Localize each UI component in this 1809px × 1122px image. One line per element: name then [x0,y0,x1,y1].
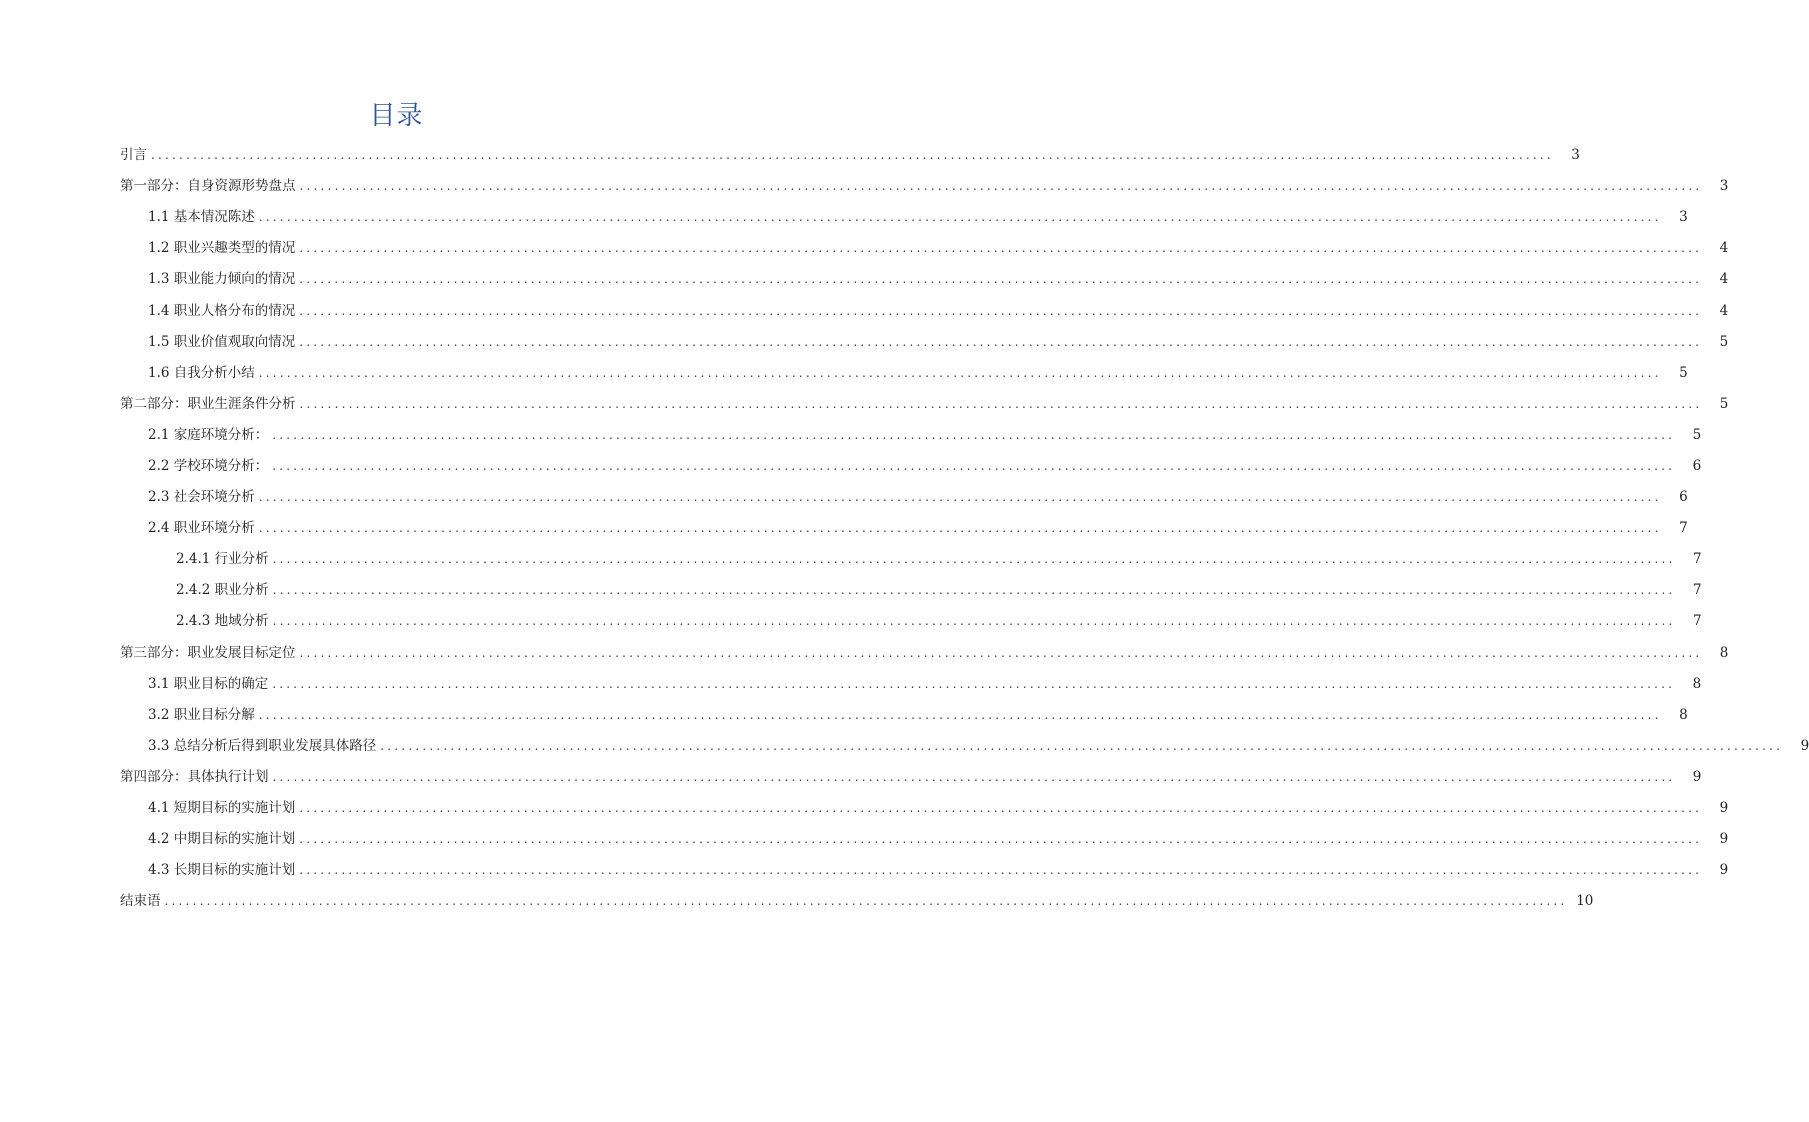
toc-entry-label: 1.5 职业价值观取向情况 [148,327,299,358]
toc-entry[interactable] [0,171,1729,202]
toc-dot-leader: ........................................................................................................................................................................................................ [272,614,1676,629]
toc-entry-label: 1.6 自我分析小结 [148,358,259,389]
toc-entry[interactable] [0,358,1688,389]
toc-entry[interactable] [0,327,1729,358]
toc-dot-leader: ........................................................................................................................................................................................................ [272,427,1676,442]
toc-dot-leader: ........................................................................................................................................................................................................ [272,552,1676,567]
toc-entry[interactable] [0,855,1729,886]
table-of-contents [0,140,1809,917]
toc-page-number: 9 [1800,737,1809,754]
toc-page-number: 3 [1719,178,1729,195]
toc-page-number: 5 [1692,426,1702,443]
toc-entry[interactable] [0,295,1729,326]
toc-page-number: 9 [1719,862,1729,879]
toc-dot-leader: ........................................................................................................................................................................................................ [258,521,1662,536]
toc-dot-leader: ........................................................................................................................................................................................................ [272,769,1676,784]
toc-entry-label: 3.1 职业目标的确定 [148,669,272,700]
toc-dot-leader: ........................................................................................................................................................................................................ [299,832,1703,847]
toc-page-number: 4 [1719,271,1729,288]
page-title: 目录 [369,101,424,131]
toc-entry-label: 结束语 [120,886,165,917]
toc-entry-label: 2.3 社会环境分析 [148,482,259,513]
toc-entry-label: 第二部分：职业生涯条件分析 [120,389,300,420]
toc-page-number: 7 [1692,582,1702,599]
toc-entry-label: 第三部分：职业发展目标定位 [120,638,300,669]
toc-entry[interactable] [0,451,1702,482]
toc-dot-leader: ........................................................................................................................................................................................................ [272,676,1676,691]
toc-entry-label: 3.2 职业目标分解 [148,700,259,731]
toc-page-number: 10 [1576,893,1594,910]
toc-page-number: 5 [1719,333,1729,350]
toc-dot-leader: ........................................................................................................................................................................................................ [299,863,1703,878]
toc-entry-label: 第四部分：具体执行计划 [120,762,273,793]
toc-entry[interactable] [0,420,1702,451]
toc-entry-label: 1.2 职业兴趣类型的情况 [148,233,299,264]
toc-entry[interactable] [0,544,1702,575]
toc-dot-leader: ........................................................................................................................................................................................................ [258,707,1662,722]
toc-entry-label: 4.3 长期目标的实施计划 [148,855,299,886]
toc-dot-leader: ........................................................................................................................................................................................................ [299,396,1703,411]
toc-entry-label: 3.3 总结分析后得到职业发展具体路径 [148,731,380,762]
toc-entry[interactable] [0,793,1729,824]
toc-dot-leader: ........................................................................................................................................................................................................ [299,179,1703,194]
toc-page-number: 5 [1679,364,1688,381]
toc-entry-label: 1.3 职业能力倾向的情况 [148,264,299,295]
toc-entry[interactable] [0,731,1809,762]
toc-page-number: 8 [1679,706,1688,723]
toc-page-number: 9 [1692,768,1702,785]
toc-dot-leader: ........................................................................................................................................................................................................ [272,583,1676,598]
toc-entry-label: 2.4.2 职业分析 [176,575,273,606]
toc-entry[interactable] [0,482,1688,513]
toc-entry-label: 1.4 职业人格分布的情况 [148,296,299,327]
toc-entry[interactable] [0,233,1729,264]
toc-entry[interactable] [0,606,1702,637]
toc-page-number: 3 [1679,209,1688,226]
toc-entry-label: 4.2 中期目标的实施计划 [148,824,299,855]
toc-page-number: 5 [1719,395,1729,412]
toc-dot-leader: ........................................................................................................................................................................................................ [299,272,1703,287]
toc-entry-label: 2.4 职业环境分析 [148,513,259,544]
toc-dot-leader: ........................................................................................................................................................................................................ [258,365,1662,380]
toc-entry[interactable] [0,762,1702,793]
toc-page-number: 7 [1692,551,1702,568]
toc-page-number: 6 [1692,457,1702,474]
toc-page-number: 4 [1719,240,1729,257]
toc-entry[interactable] [0,638,1729,669]
toc-entry[interactable] [0,264,1729,295]
toc-dot-leader: ........................................................................................................................................................................................................ [299,241,1703,256]
toc-entry[interactable] [0,824,1729,855]
toc-dot-leader: ........................................................................................................................................................................................................ [164,894,1568,909]
toc-entry-label: 2.4.3 地域分析 [176,606,273,637]
toc-dot-leader: ........................................................................................................................................................................................................ [299,645,1703,660]
toc-dot-leader: ........................................................................................................................................................................................................ [299,334,1703,349]
toc-entry-label: 2.4.1 行业分析 [176,544,273,575]
toc-entry[interactable] [0,389,1729,420]
toc-page-number: 9 [1719,831,1729,848]
toc-dot-leader: ........................................................................................................................................................................................................ [299,303,1703,318]
toc-entry[interactable] [0,513,1688,544]
toc-entry-label: 引言 [120,140,151,171]
toc-page-number: 7 [1679,520,1688,537]
toc-dot-leader: ........................................................................................................................................................................................................ [258,490,1662,505]
toc-entry-label: 2.1 家庭环境分析： [148,420,272,451]
toc-page-number: 6 [1679,489,1688,506]
toc-page-number: 8 [1692,675,1702,692]
toc-page-number: 3 [1571,147,1580,164]
toc-dot-leader: ........................................................................................................................................................................................................ [258,210,1662,225]
toc-page-number: 8 [1719,644,1729,661]
toc-entry-label: 1.1 基本情况陈述 [148,202,259,233]
toc-entry-label: 2.2 学校环境分析： [148,451,272,482]
toc-entry[interactable] [0,669,1702,700]
toc-entry[interactable] [0,575,1702,606]
toc-entry[interactable] [0,202,1688,233]
toc-dot-leader: ........................................................................................................................................................................................................ [272,458,1676,473]
toc-dot-leader: ........................................................................................................................................................................................................ [151,148,1554,163]
toc-entry-label: 4.1 短期目标的实施计划 [148,793,299,824]
toc-entry[interactable] [0,140,1580,171]
toc-page-number: 4 [1719,302,1729,319]
toc-entry-label: 第一部分：自身资源形势盘点 [120,171,300,202]
toc-dot-leader: ........................................................................................................................................................................................................ [380,738,1784,753]
toc-page-number: 9 [1719,800,1729,817]
toc-entry[interactable] [0,700,1688,731]
toc-entry[interactable] [0,886,1594,917]
toc-dot-leader: ........................................................................................................................................................................................................ [299,801,1703,816]
toc-page-number: 7 [1692,613,1702,630]
